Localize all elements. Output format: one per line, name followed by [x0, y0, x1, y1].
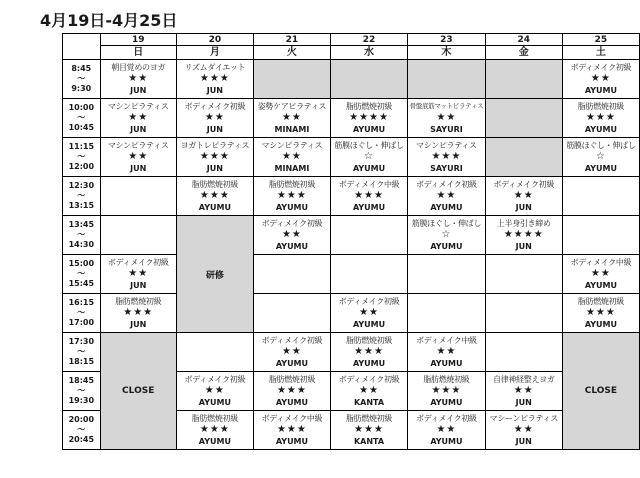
class-name: マシンピラティス	[107, 102, 169, 111]
time-slot-label: 11:15 ～ 12:00	[63, 138, 101, 177]
level-stars: ★★	[590, 73, 611, 84]
class-name: ボディメイク中級	[261, 414, 323, 423]
level-stars: ★★	[281, 151, 302, 162]
class-cell[interactable]	[176, 138, 253, 177]
class-name: ボディメイク初級	[338, 375, 400, 384]
time-row	[63, 294, 640, 333]
time-row	[63, 99, 640, 138]
class-cell[interactable]	[330, 411, 407, 450]
class-name: 自律神経整えヨガ	[492, 375, 555, 384]
level-stars: ★★★	[354, 424, 384, 435]
date-header: 22	[330, 34, 407, 46]
class-cell[interactable]	[562, 294, 639, 333]
unavailable-cell	[408, 60, 486, 99]
instructor-name: AYUMU	[584, 86, 617, 95]
class-cell[interactable]	[330, 333, 407, 372]
instructor-name: AYUMU	[275, 203, 309, 212]
level-stars: ★★★	[585, 307, 616, 318]
empty-cell	[562, 177, 639, 216]
weekday-header: 月	[176, 46, 253, 60]
date-header: 25	[562, 34, 639, 46]
class-cell[interactable]	[253, 138, 330, 177]
instructor-name: JUN	[206, 164, 223, 173]
instructor-name: AYUMU	[352, 320, 386, 329]
instructor-name: AYUMU	[584, 281, 617, 290]
class-cell[interactable]	[100, 99, 176, 138]
class-name: マシンピラティス	[416, 141, 477, 150]
class-cell[interactable]	[485, 411, 562, 450]
instructor-name: AYUMU	[352, 359, 386, 368]
class-name: 脂肪燃焼初級	[268, 375, 316, 384]
time-slot-label: 13:45 ～ 14:30	[63, 216, 101, 255]
instructor-name: AYUMU	[352, 164, 386, 173]
instructor-name: AYUMU	[352, 203, 386, 212]
class-name: ヨガトレピラティス	[180, 141, 250, 150]
class-cell[interactable]	[408, 372, 486, 411]
class-cell[interactable]	[408, 333, 486, 372]
weekday-header: 木	[408, 46, 486, 60]
level-stars: ★★	[128, 268, 149, 279]
header-corner	[63, 34, 101, 60]
level-stars: ★★★	[276, 424, 307, 435]
date-header: 19	[100, 34, 176, 46]
class-name: ボディメイク初級	[184, 375, 246, 384]
instructor-name: AYUMU	[275, 437, 309, 446]
instructor-name: JUN	[515, 437, 532, 446]
closed-block: CLOSE	[100, 333, 176, 450]
instructor-name: JUN	[130, 86, 147, 95]
class-cell[interactable]	[562, 138, 639, 177]
class-cell[interactable]	[485, 216, 562, 255]
level-stars: ☆	[595, 151, 606, 162]
level-stars: ★★★	[276, 190, 307, 201]
instructor-name: AYUMU	[584, 125, 617, 134]
class-cell[interactable]	[176, 99, 253, 138]
instructor-name: AYUMU	[352, 125, 386, 134]
class-name: ボディメイク初級	[493, 180, 555, 189]
class-cell[interactable]	[408, 216, 486, 255]
class-cell[interactable]	[253, 411, 330, 450]
level-stars: ★★	[513, 385, 534, 396]
level-stars: ★★	[204, 112, 225, 123]
class-name: マシンピラティス	[261, 141, 323, 150]
instructor-name: MINAMI	[274, 125, 310, 134]
empty-cell	[330, 255, 407, 294]
instructor-name: AYUMU	[275, 242, 309, 251]
unavailable-cell	[330, 60, 407, 99]
class-cell[interactable]	[485, 177, 562, 216]
level-stars: ★★★	[199, 151, 230, 162]
class-name: 筋膜ほぐし・伸ばし	[334, 141, 404, 150]
instructor-name: AYUMU	[198, 398, 231, 407]
class-cell[interactable]	[176, 411, 253, 450]
instructor-name: JUN	[130, 281, 147, 290]
instructor-name: KANTA	[353, 398, 385, 407]
empty-cell	[176, 333, 253, 372]
instructor-name: MINAMI	[274, 164, 310, 173]
class-name: ボディメイク初級	[338, 297, 400, 306]
level-stars: ★★★	[199, 424, 230, 435]
instructor-name: JUN	[515, 242, 532, 251]
instructor-name: JUN	[130, 125, 147, 134]
instructor-name: AYUMU	[430, 437, 463, 446]
class-cell[interactable]	[176, 60, 253, 99]
class-cell[interactable]	[330, 177, 407, 216]
weekday-header: 金	[485, 46, 562, 60]
class-cell[interactable]	[100, 294, 176, 333]
class-cell[interactable]	[253, 216, 330, 255]
class-name: 脂肪燃焼初級	[345, 336, 393, 345]
instructor-name: SAYURI	[430, 164, 463, 173]
class-cell[interactable]	[330, 138, 407, 177]
empty-cell	[485, 255, 562, 294]
time-row	[63, 60, 640, 99]
level-stars: ★★★	[199, 190, 230, 201]
weekday-header: 土	[562, 46, 639, 60]
level-stars: ★★	[281, 229, 302, 240]
instructor-name: AYUMU	[198, 203, 231, 212]
instructor-name: AYUMU	[275, 398, 309, 407]
instructor-name: KANTA	[353, 437, 385, 446]
class-name: 脂肪燃焼初級	[345, 414, 393, 423]
empty-cell	[408, 294, 486, 333]
level-stars: ★★	[513, 424, 534, 435]
level-stars: ★★★	[354, 346, 384, 357]
unavailable-cell	[253, 60, 330, 99]
instructor-name: JUN	[206, 86, 223, 95]
class-name: 脂肪燃焼初級	[577, 102, 624, 111]
instructor-name: JUN	[515, 398, 532, 407]
time-slot-label: 18:45 ～ 19:30	[63, 372, 101, 411]
class-cell[interactable]	[330, 372, 407, 411]
empty-cell	[253, 255, 330, 294]
empty-cell	[485, 333, 562, 372]
time-slot-label: 20:00 ～ 20:45	[63, 411, 101, 450]
instructor-name: JUN	[206, 125, 223, 134]
level-stars: ★★	[436, 424, 457, 435]
instructor-name: AYUMU	[430, 398, 463, 407]
level-stars: ★★	[281, 346, 302, 357]
level-stars: ★★★	[123, 307, 154, 318]
class-name: 脂肪燃焼初級	[345, 102, 393, 111]
instructor-name: AYUMU	[430, 203, 463, 212]
class-name: ボディメイク初級	[416, 414, 477, 423]
level-stars: ★★	[436, 346, 457, 357]
class-cell[interactable]	[562, 99, 639, 138]
class-cell[interactable]	[253, 177, 330, 216]
empty-cell	[253, 294, 330, 333]
class-name: 脂肪燃焼初級	[115, 297, 162, 306]
class-name: 朝目覚めのヨガ	[111, 63, 166, 72]
level-stars: ★★	[128, 151, 149, 162]
time-slot-label: 15:00 ～ 15:45	[63, 255, 101, 294]
instructor-name: AYUMU	[584, 164, 617, 173]
level-stars: ★★	[590, 268, 611, 279]
level-stars: ☆	[441, 229, 452, 240]
class-name: 脂肪燃焼初級	[423, 375, 470, 384]
weekday-header: 火	[253, 46, 330, 60]
class-cell[interactable]	[100, 138, 176, 177]
level-stars: ★★★	[199, 73, 230, 84]
class-name: ボディメイク初級	[184, 102, 246, 111]
class-name: ボディメイク中級	[570, 258, 632, 267]
class-cell[interactable]	[562, 255, 639, 294]
class-cell[interactable]	[562, 60, 639, 99]
class-cell[interactable]	[485, 372, 562, 411]
weekly-schedule-table	[62, 33, 640, 450]
time-row	[63, 333, 640, 372]
empty-cell	[562, 216, 639, 255]
weekday-header: 日	[100, 46, 176, 60]
class-cell[interactable]	[100, 60, 176, 99]
level-stars: ★★	[204, 385, 225, 396]
class-name: ボディメイク初級	[261, 219, 323, 228]
level-stars: ★★	[359, 385, 379, 396]
level-stars: ★★★	[354, 190, 384, 201]
class-cell[interactable]	[176, 372, 253, 411]
class-cell[interactable]	[100, 255, 176, 294]
class-name: リズムダイエット	[184, 63, 246, 72]
level-stars: ★★★	[585, 112, 616, 123]
class-cell[interactable]	[408, 99, 486, 138]
level-stars: ★★	[128, 112, 149, 123]
instructor-name: AYUMU	[430, 359, 463, 368]
level-stars: ★★	[436, 190, 457, 201]
instructor-name: SAYURI	[430, 125, 463, 134]
time-row	[63, 216, 640, 255]
class-cell[interactable]	[408, 411, 486, 450]
class-name: 姿勢ケアピラティス	[257, 102, 327, 111]
class-name: マシンピラティス	[107, 141, 169, 150]
level-stars: ★★	[359, 307, 379, 318]
unavailable-cell	[485, 99, 562, 138]
class-name: 脂肪燃焼初級	[577, 297, 624, 306]
class-name: 脂肪燃焼初級	[191, 180, 238, 189]
date-header: 20	[176, 34, 253, 46]
empty-cell	[408, 255, 486, 294]
time-slot-label: 8:45 ～ 9:30	[63, 60, 101, 99]
date-header: 21	[253, 34, 330, 46]
time-slot-label: 12:30 ～ 13:15	[63, 177, 101, 216]
page-title: 4月19日-4月25日	[40, 11, 178, 30]
instructor-name: AYUMU	[198, 437, 231, 446]
level-stars: ★★	[436, 112, 457, 123]
class-name: ボディメイク初級	[416, 180, 477, 189]
instructor-name: JUN	[130, 320, 147, 329]
empty-cell	[100, 216, 176, 255]
class-name: ボディメイク初級	[570, 63, 632, 72]
level-stars: ★★	[281, 112, 302, 123]
time-row	[63, 255, 640, 294]
empty-cell	[485, 294, 562, 333]
level-stars: ★★	[128, 73, 149, 84]
time-slot-label: 10:00 ～ 10:45	[63, 99, 101, 138]
instructor-name: JUN	[130, 164, 147, 173]
class-cell[interactable]	[176, 177, 253, 216]
unavailable-cell	[485, 138, 562, 177]
class-cell[interactable]	[330, 294, 407, 333]
time-row	[63, 177, 640, 216]
class-cell[interactable]	[253, 372, 330, 411]
class-name: 筋膜ほぐし・伸ばし	[566, 141, 636, 150]
class-name: 筋膜ほぐし・伸ばし	[411, 219, 482, 228]
date-header: 23	[408, 34, 486, 46]
instructor-name: AYUMU	[584, 320, 617, 329]
time-slot-label: 16:15 ～ 17:00	[63, 294, 101, 333]
class-cell[interactable]	[408, 177, 486, 216]
class-cell[interactable]	[408, 138, 486, 177]
class-name: ボディメイク初級	[107, 258, 169, 267]
class-name: 脂肪燃焼初級	[191, 414, 238, 423]
class-name: ボディメイク初級	[261, 336, 323, 345]
level-stars: ☆	[364, 151, 375, 162]
empty-cell	[100, 177, 176, 216]
level-stars: ★★★	[276, 385, 307, 396]
date-header: 24	[485, 34, 562, 46]
class-name: 骨盤底筋マットピラティス	[409, 102, 484, 110]
level-stars: ★★★★	[503, 229, 544, 240]
class-cell[interactable]	[253, 333, 330, 372]
class-name: 脂肪燃焼初級	[268, 180, 316, 189]
class-cell[interactable]	[330, 99, 407, 138]
level-stars: ★★★	[431, 385, 462, 396]
class-name: ボディメイク中級	[338, 180, 400, 189]
instructor-name: JUN	[515, 203, 532, 212]
weekday-header: 水	[330, 46, 407, 60]
level-stars: ★★	[513, 190, 534, 201]
class-cell[interactable]	[253, 99, 330, 138]
level-stars: ★★★	[431, 151, 462, 162]
empty-cell	[330, 216, 407, 255]
class-name: 上半身引き締め	[496, 219, 551, 228]
class-name: マシーンピラティス	[489, 414, 559, 423]
unavailable-cell	[485, 60, 562, 99]
instructor-name: AYUMU	[430, 242, 463, 251]
time-slot-label: 17:30 ～ 18:15	[63, 333, 101, 372]
instructor-name: AYUMU	[275, 359, 309, 368]
class-name: ボディメイク中級	[416, 336, 477, 345]
training-block: 研修	[176, 216, 253, 333]
level-stars: ★★★★	[349, 112, 389, 123]
time-row	[63, 138, 640, 177]
closed-block: CLOSE	[562, 333, 639, 450]
